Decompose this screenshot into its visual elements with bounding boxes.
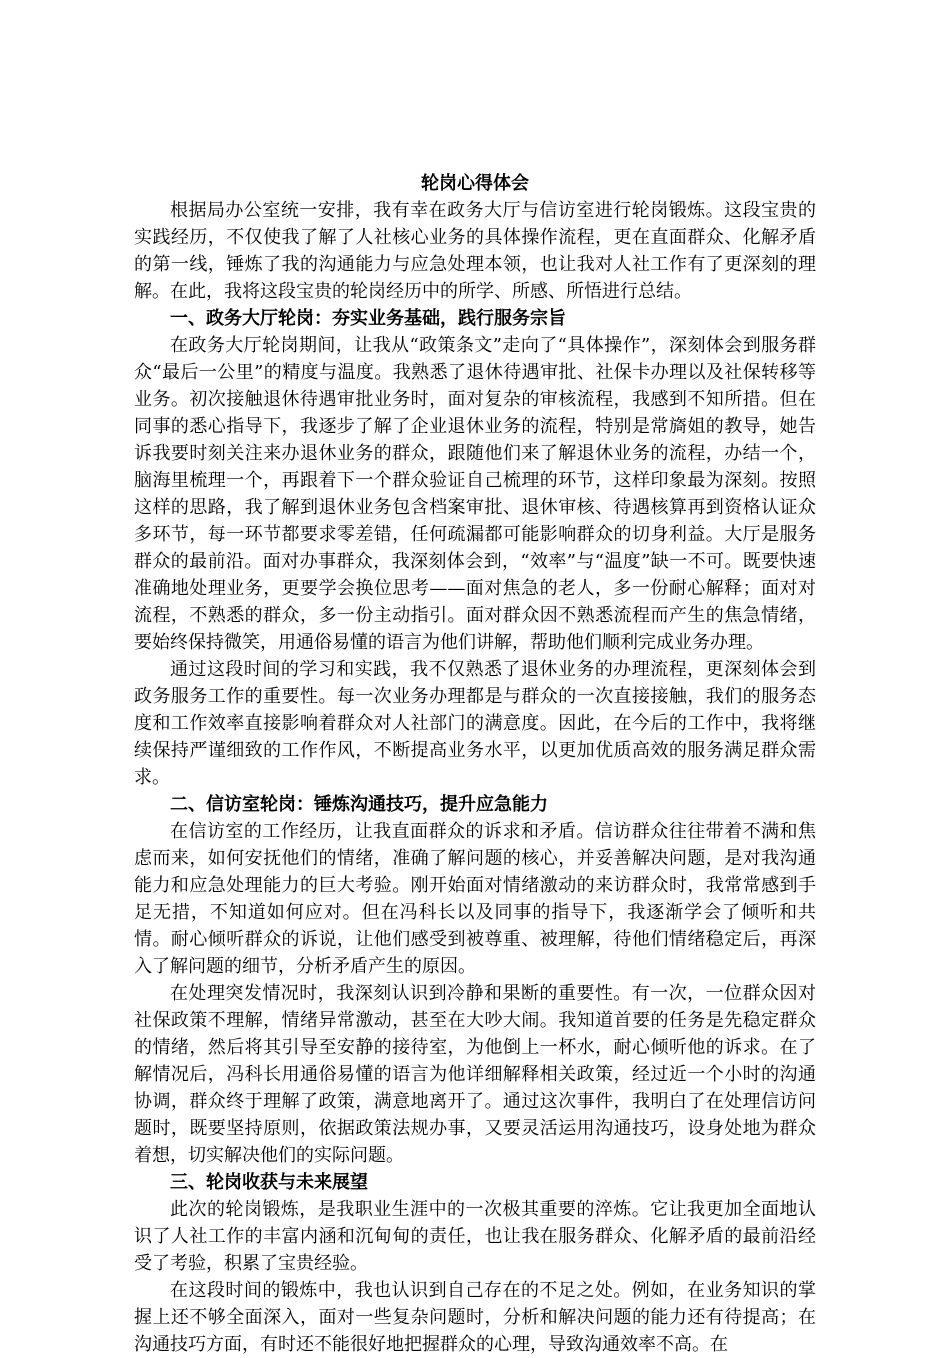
section-heading-1: 一、政务大厅轮岗：夯实业务基础，践行服务宗旨 [170,308,566,329]
section3-paragraph-1: 此次的轮岗锻炼，是我职业生涯中的一次极其重要的淬炼。它让我更加全面地认识了人社工作的丰富内涵和沉甸甸的责任，也让我在服务群众、化解矛盾的最前沿经受了考验，积累了宝贵经验。 [134,1199,816,1274]
section2-paragraph-2: 在处理突发情况时，我深刻认识到冷静和果断的重要性。有一次，一位群众因对社保政策不理解，情绪异常激动，甚至在大吵大闹。我知道首要的任务是先稳定群众的情绪，然后将其引导至安静的接待室，为他倒上一杯水，耐心倾听他的诉求。在了解情况后，冯科长用通俗易懂的语言为他详细解释相关政策，经过近一个小时的沟通协调，群众终于理解了政策，满意地离开了。通过这次事件，我明白了在处理信访问题时，既要坚持原则，依据政策法规办事，又要灵活运用沟通技巧，设身处地为群众着想，切实解决他们的实际问题。 [134,983,816,1166]
section1-paragraph-2: 通过这段时间的学习和实践，我不仅熟悉了退休业务的办理流程，更深刻体会到政务服务工作的重要性。每一次业务办理都是与群众的一次直接接触，我们的服务态度和工作效率直接影响着群众对人社部门的满意度。因此，在今后的工作中，我将继续保持严谨细致的工作作风，不断提高业务水平，以更加优质高效的服务满足群众需求。 [134,659,816,788]
intro-paragraph: 根据局办公室统一安排，我有幸在政务大厅与信访室进行轮岗锻炼。这段宝贵的实践经历，不仅使我了解了人社核心业务的具体操作流程，更在直面群众、化解矛盾的第一线，锤炼了我的沟通能力与应急处理本领，也让我对人社工作有了更深刻的理解。在此，我将这段宝贵的轮岗经历中的所学、所感、所悟进行总结。 [134,200,816,302]
section3-paragraph-2: 在这段时间的锻炼中，我也认识到自己存在的不足之处。例如，在业务知识的掌握上还不够全面深入，面对一些复杂问题时，分析和解决问题的能力还有待提高；在沟通技巧方面，有时还不能很好地把握群众的心理，导致沟通效率不高。在 [134,1280,816,1355]
section-heading-3: 三、轮岗收获与未来展望 [170,1172,368,1193]
section-heading-2: 二、信访室轮岗：锤炼沟通技巧，提升应急能力 [170,794,548,815]
section2-paragraph-1: 在信访室的工作经历，让我直面群众的诉求和矛盾。信访群众往往带着不满和焦虑而来，如何安抚他们的情绪，准确了解问题的核心，并妥善解决问题，是对我沟通能力和应急处理能力的巨大考验。刚开始面对情绪激动的来访群众时，我常常感到手足无措，不知道如何应对。但在冯科长以及同事的指导下，我逐渐学会了倾听和共情。耐心倾听群众的诉说，让他们感受到被尊重、被理解，待他们情绪稳定后，再深入了解问题的细节，分析矛盾产生的原因。 [134,821,816,977]
section1-paragraph-1: 在政务大厅轮岗期间，让我从“政策条文”走向了“具体操作”，深刻体会到服务群众“最后一公里”的精度与温度。我熟悉了退休待遇审批、社保卡办理以及社保转移等业务。初次接触退休待遇审批业务时，面对复杂的审核流程，我感到不知所措。但在同事的悉心指导下，我逐步了解了企业退休业务的流程，特别是常旖姐的教导，她告诉我要时刻关注来办退休业务的群众，跟随他们来了解退休业务的流程，办结一个，脑海里梳理一个，再跟着下一个群众验证自己梳理的环节，这样印象最为深刻。按照这样的思路，我了解到退休业务包含档案审批、退休审核、待遇核算再到资格认证众多环节，每一环节都要求零差错，任何疏漏都可能影响群众的切身利益。大厅是服务群众的最前沿。面对办事群众，我深刻体会到，“效率”与“温度”缺一不可。既要快速准确地处理业务，更要学会换位思考——面对焦急的老人，多一份耐心解释；面对对流程，不熟悉的群众，多一份主动指引。面对群众因不熟悉流程而产生的焦急情绪，要始终保持微笑，用通俗易懂的语言为他们讲解，帮助他们顺利完成业务办理。 [134,335,816,653]
document-title: 轮岗心得体会 [421,173,529,194]
